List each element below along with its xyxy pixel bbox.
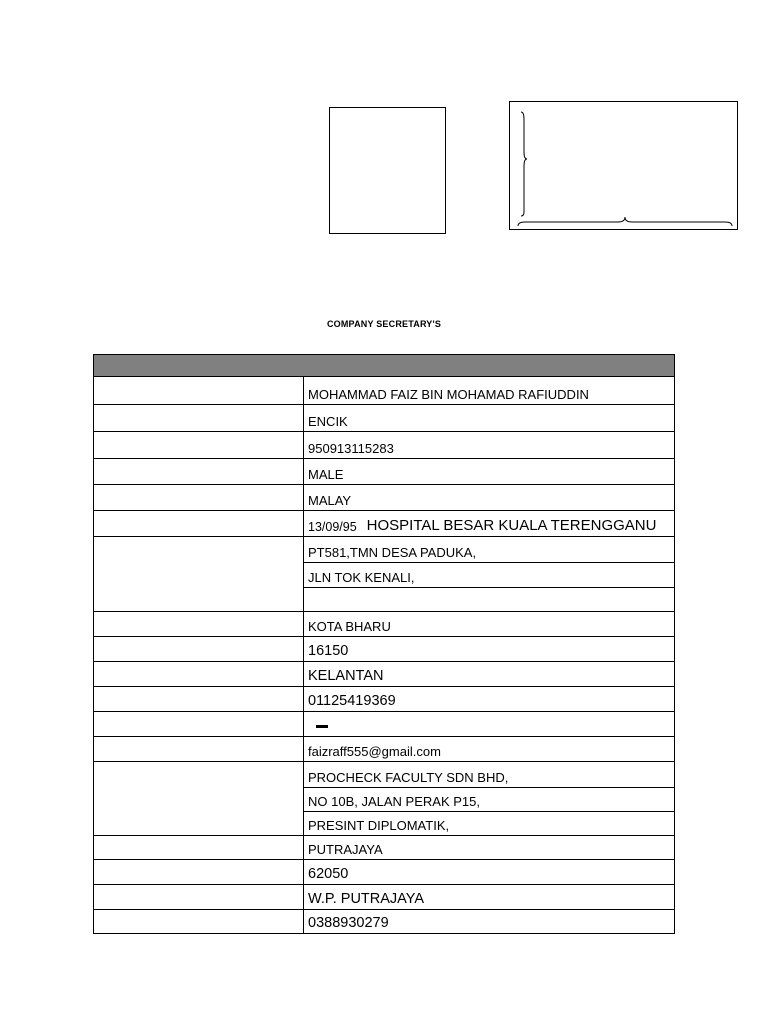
gender-value: MALE [308, 467, 344, 482]
office-address-line2: NO 10B, JALAN PERAK P15, [304, 787, 674, 811]
label-cell [94, 737, 304, 761]
place-of-birth: HOSPITAL BESAR KUALA TERENGGANU [366, 517, 657, 534]
row-birth [93, 511, 675, 537]
row-ic-number [93, 432, 675, 459]
row-office-postcode [93, 860, 675, 885]
row-home-city [93, 612, 675, 637]
signature-box [509, 101, 738, 230]
name-value: MOHAMMAD FAIZ BIN MOHAMAD RAFIUDDIN [308, 387, 589, 402]
row-office-phone [93, 910, 675, 934]
office-phone-value: 0388930279 [308, 915, 389, 931]
home-postcode-value: 16150 [308, 643, 349, 659]
office-address-line1: PROCHECK FACULTY SDN BHD, [308, 770, 509, 785]
row-gender [93, 459, 675, 485]
office-city-value: PUTRAJAYA [308, 842, 383, 857]
secretary-form [93, 354, 675, 934]
row-email [93, 737, 675, 762]
row-office-address [93, 762, 675, 836]
row-salutation [93, 405, 675, 432]
row-race [93, 485, 675, 511]
home-city-value: KOTA BHARU [308, 619, 391, 634]
label-cell [94, 459, 304, 484]
form-title: COMPANY SECRETARY'S [326, 319, 442, 329]
date-of-birth: 13/09/95 [308, 520, 357, 534]
office-address-line3: PRESINT DIPLOMATIK, [304, 811, 674, 835]
row-office-city [93, 836, 675, 860]
office-postcode-value: 62050 [308, 866, 349, 882]
label-cell [94, 377, 304, 404]
dash-value [304, 712, 674, 736]
label-cell [94, 910, 304, 933]
label-cell [94, 836, 304, 859]
row-name [93, 377, 675, 405]
label-cell [94, 662, 304, 686]
salutation-value: ENCIK [308, 414, 348, 429]
row-home-postcode [93, 637, 675, 662]
label-cell [94, 511, 304, 536]
label-cell [94, 687, 304, 711]
label-cell [94, 712, 304, 736]
label-cell [94, 885, 304, 909]
label-cell [94, 637, 304, 661]
label-cell [94, 405, 304, 431]
ic-number-value: 950913115283 [308, 441, 394, 456]
email-value: faizraff555@gmail.com [308, 744, 441, 759]
office-state-value: W.P. PUTRAJAYA [308, 891, 425, 907]
home-state-value: KELANTAN [308, 668, 384, 684]
row-mobile-phone [93, 687, 675, 712]
label-cell [94, 612, 304, 636]
label-cell [94, 537, 304, 611]
row-dash [93, 712, 675, 737]
label-cell [94, 485, 304, 510]
signature-bracket-lines [510, 102, 739, 231]
row-office-state [93, 885, 675, 910]
photo-box [329, 107, 446, 234]
race-value: MALAY [308, 493, 352, 508]
home-address-line2: JLN TOK KENALI, [304, 562, 674, 587]
label-cell [94, 762, 304, 835]
home-address-line1: PT581,TMN DESA PADUKA, [308, 545, 477, 560]
row-home-address [93, 537, 675, 612]
label-cell [94, 432, 304, 458]
birth-value [304, 511, 674, 536]
home-address-line3 [304, 587, 674, 611]
row-home-state [93, 662, 675, 687]
form-header-bar [93, 354, 675, 377]
label-cell [94, 860, 304, 884]
dash-mark [316, 725, 328, 728]
mobile-phone-value: 01125419369 [308, 693, 396, 709]
